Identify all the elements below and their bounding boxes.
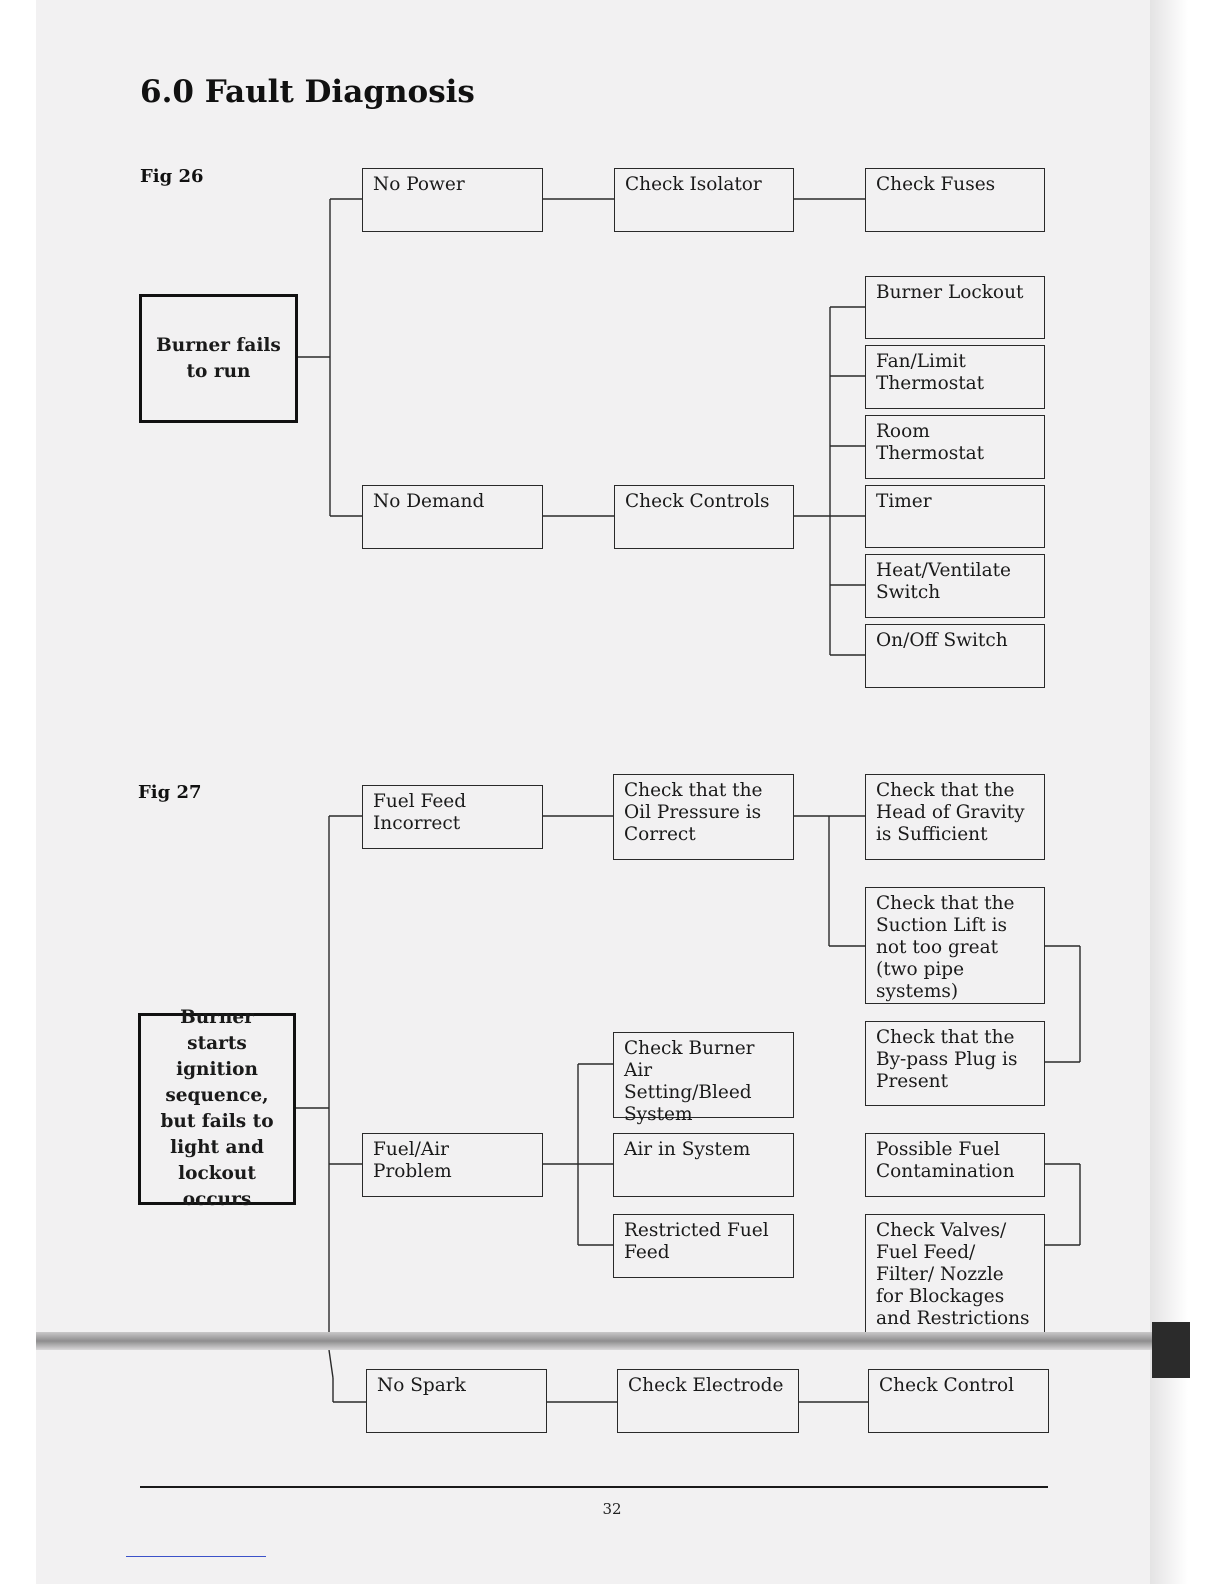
air-in-system-box: Air in System — [613, 1133, 794, 1197]
page-number: 32 — [602, 1500, 622, 1518]
no-spark-box: No Spark — [366, 1369, 547, 1433]
room-thermostat-box: Room Thermostat — [865, 415, 1045, 479]
check-valves-box: Check Valves/ Fuel Feed/ Filter/ Nozzle for Blockages and Restrictions — [865, 1214, 1045, 1344]
check-head-of-gravity-box: Check that the Head of Gravity is Sufficient — [865, 774, 1045, 860]
no-power-box: No Power — [362, 168, 543, 232]
fuel-air-problem-box: Fuel/Air Problem — [362, 1133, 543, 1197]
check-bypass-plug-box: Check that the By-pass Plug is Present — [865, 1021, 1045, 1106]
burner-fails-to-run-box: Burner fails to run — [139, 294, 298, 423]
heat-ventilate-switch-box: Heat/Ventilate Switch — [865, 554, 1045, 618]
page-title: 6.0 Fault Diagnosis — [140, 74, 475, 110]
footer-rule — [140, 1486, 1048, 1488]
check-control-box: Check Control — [868, 1369, 1049, 1433]
hyperlink-underline — [126, 1556, 266, 1557]
check-burner-air-setting-box: Check Burner Air Setting/Bleed System — [613, 1032, 794, 1118]
burner-lockout-box: Burner Lockout — [865, 276, 1045, 339]
fig-27-label: Fig 27 — [138, 782, 202, 803]
fan-limit-thermostat-box: Fan/Limit Thermostat — [865, 345, 1045, 409]
check-electrode-box: Check Electrode — [617, 1369, 799, 1433]
check-fuses-box: Check Fuses — [865, 168, 1045, 232]
check-oil-pressure-box: Check that the Oil Pressure is Correct — [613, 774, 794, 860]
fuel-feed-incorrect-box: Fuel Feed Incorrect — [362, 785, 543, 849]
burner-starts-fails-to-light-box: Burner starts ignition sequence, but fails to light and lockout occurs — [138, 1013, 296, 1205]
check-controls-box: Check Controls — [614, 485, 794, 549]
on-off-switch-box: On/Off Switch — [865, 624, 1045, 688]
restricted-fuel-feed-box: Restricted Fuel Feed — [613, 1214, 794, 1278]
page-fold-crease — [36, 1332, 1190, 1350]
no-demand-box: No Demand — [362, 485, 543, 549]
page-fold-shadow — [1152, 1322, 1190, 1378]
check-suction-lift-box: Check that the Suction Lift is not too great (two pipe systems) — [865, 887, 1045, 1004]
possible-fuel-contamination-box: Possible Fuel Contamination — [865, 1133, 1045, 1197]
timer-box: Timer — [865, 485, 1045, 548]
fig-26-label: Fig 26 — [140, 166, 204, 187]
check-isolator-box: Check Isolator — [614, 168, 794, 232]
